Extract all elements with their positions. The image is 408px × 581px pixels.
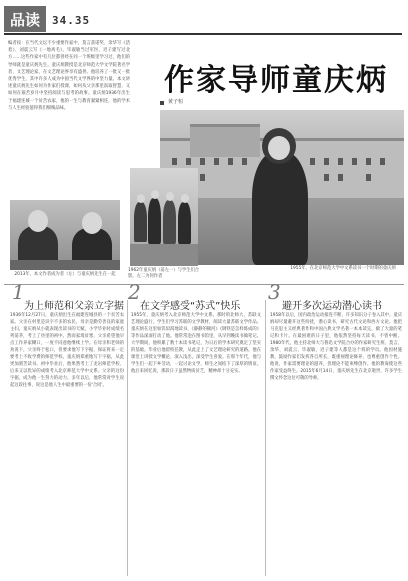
column-badge: 品读 bbox=[4, 6, 46, 32]
byline: 黄子桓 bbox=[168, 99, 184, 105]
section-1-body: 1936年12月27日，童庆炳出生在福建连城县的一个贫苦农家。父亲在村里是识字不多的农民，母亲是勤劳善良的家庭主妇。童庆炳从小就表现出读书的天赋，小学毕业时成绩名列前茅，考上了县里的初中。然而家境贫寒，父亲希望他早点工作养家糊口，一度不同意他继续上学。在母亲和老师的劝说下，父亲终于松口，但要求他写下字据，保证将来一定要考上不收学费的师范学校。童庆炳郑重地写下字据，从此更加刻苦读书。初中毕业后，他果然考上了龙岩师范学校，后来又以优异的成绩考入北京师范大学中文系。父亲的这份字据，成为他一生努力的动力。多年以后，他常常对学生说起这段往事，说这是他人生中最重要的一份'合同'。 bbox=[10, 313, 124, 389]
section-3-body: 1958年以后，国内政治运动接连不断，许多知识分子卷入其中。童庆炳却尽量避开这些纷扰，潜心读书，研究古代文论和西方文论。他把马克思主义经典著作和中国古典文学名著一本本读完，做了大量的笔记和卡片。在最困难的日子里，他依然坚持每天读书，不曾中断。1980年代，他主持北师大与鲁迅文学院合办的作家研究生班，莫言、余华、刘震云、毕淑敏、迟子建等人都是这个班的学员。他因材施教，鼓励作家们发挥各自所长，既重视理论修养，也尊重创作个性。他说，作家需要理论的滋养，但理论不能束缚创作。他的教诲使这些作家受益终生。2015年6月14日，童庆炳先生在北京逝世，许多学生撰文怀念这位可敬的导师。 bbox=[270, 313, 402, 382]
caption-right: 1955年，在北京师范大学中文系读书一个时期的童庆炳 bbox=[290, 266, 396, 271]
man-figure bbox=[252, 152, 308, 265]
section-1-number: 1 bbox=[12, 280, 25, 304]
byline-marker bbox=[160, 101, 164, 105]
section-2-body: 1955年，童庆炳考入北京师范大学中文系。那时的北师大，苏联文艺理论盛行，学生们学习苏联的文学教材，阅读大量苏联文学作品。童庆炳在这里如饥似渴地读书，《静静的顿河》《钢铁是怎样炼成的》等作品深深打动了他。他常常泡在图书馆里，从早到晚读书做笔记。大学期间，他积累了数十本读书笔记，为日后的学术研究奠定了坚实的基础。毕业后他留校任教，从此走上了文艺理论研究的道路。他在课堂上讲授文学概论，深入浅出，深受学生喜爱。在那个年代，他与学生们一起下乡劳动，一起讨论文学，师生之间结下了深厚的情谊。他后来回忆说，那段日子虽然物质贫乏，精神却十分充实。 bbox=[131, 313, 261, 375]
section-1-title: 为上师范和父亲立字据 bbox=[24, 301, 124, 312]
photo-group bbox=[130, 168, 198, 266]
issue-number: 34.35 bbox=[52, 14, 91, 27]
caption-middle: 1962年童庆炳（前左一）与学生们合影，左二为何作者 bbox=[128, 268, 200, 279]
section-rule bbox=[4, 284, 404, 285]
section-3-title: 避开多次运动潜心读书 bbox=[282, 301, 382, 312]
article-title: 作家导师童庆炳 bbox=[164, 63, 388, 98]
caption-left: 2013年，本文作者成为者（左）与童庆炳先生在一起 bbox=[14, 272, 116, 277]
photo-author-teacher bbox=[10, 200, 120, 270]
section-2-title: 在文学感受“苏式”快乐 bbox=[140, 301, 241, 312]
header-rule bbox=[4, 33, 402, 35]
section-3-number: 3 bbox=[268, 280, 281, 304]
section-2-number: 2 bbox=[128, 280, 141, 304]
column-divider bbox=[127, 300, 128, 576]
column-divider bbox=[265, 300, 266, 576]
intro-text: 编者按：在当代文坛不少重要作家中，莫言获诺奖、余华写《活着》、刘震云写《一地鸡毛》，毕淑敏当过军医、迟子建写过北方……这些作家中有几位都曾经在同一个班级里学习过，他们的导师就是童庆炳先生。童庆炳教授是北京师范大学文学院著名学者、文艺理论家，在文艺理论界享有盛誉。他培养了一批又一批优秀学生，其中许多人成为中国当代文学界的中坚力量。本文讲述童庆炳先生如何为作家们授课，如何从父亲那里汲取智慧，又如何在艰苦岁月中坚持阅读与思考的故事。童庆炳1936年出生于福建连城一个贫苦农家，他的一生与教育紧紧相连，他的学术与人生经验值得我们细细品味。 bbox=[8, 41, 130, 111]
